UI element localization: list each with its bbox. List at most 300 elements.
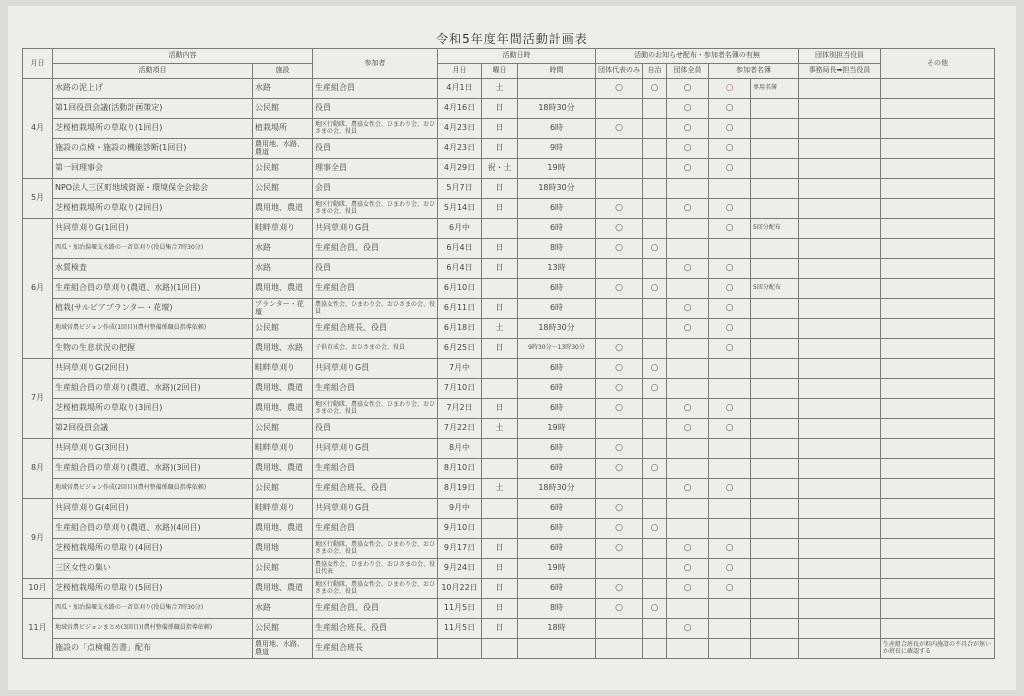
activity-item: 生産組合員の草刈り(農道、水路)(1回目) [53,279,253,299]
roster-note-cell [751,419,799,439]
roster-cell [709,99,751,119]
rep-only-cell [596,339,643,359]
officer-cell [799,319,881,339]
facility-cell: 畦畔草刈り [253,219,313,239]
circle-mark: ○ [615,242,623,253]
activity-item: 芝桜植栽場所の草取り(4回目) [53,539,253,559]
other-cell [881,159,995,179]
circle-mark: ○ [725,162,734,173]
activity-item: 地域営農ビジョンまとめ(3回目)(農村整備係職員指導依頼) [53,619,253,639]
all-members-cell [667,299,709,319]
circle-mark: ○ [725,102,734,113]
time-cell: 19時 [518,159,596,179]
participants-cell: 生産組合班長、役員 [313,479,438,499]
roster-note-cell [751,459,799,479]
circle-mark: ○ [615,442,623,453]
circle-mark: ○ [683,322,692,333]
activity-item: 生産組合員の草刈り(農道、水路)(3回目) [53,459,253,479]
month-cell: 11月 [23,599,53,659]
weekday-cell [482,219,518,239]
rep-only-cell [596,579,643,599]
participants-cell: 理事全員 [313,159,438,179]
circle-mark: ○ [725,262,734,273]
header-rep-only: 団体代表のみ [596,64,643,79]
weekday-cell: 日 [482,539,518,559]
activity-item: 生物の生息状況の把握 [53,339,253,359]
activity-item: 水質検査 [53,259,253,279]
circle-mark: ○ [683,482,692,493]
officer-cell [799,359,881,379]
other-cell [881,539,995,559]
circle-mark: ○ [725,542,734,553]
weekday-cell: 祝・土 [482,159,518,179]
other-cell [881,99,995,119]
facility-cell: 植栽場所 [253,119,313,139]
roster-note-cell [751,379,799,399]
circle-mark: ○ [725,402,734,413]
officer-cell [799,599,881,619]
rep-only-cell [596,319,643,339]
date-cell: 6月11日 [438,299,482,319]
month-cell: 6月 [23,219,53,359]
time-cell: 6時 [518,439,596,459]
all-members-cell [667,239,709,259]
facility-cell: 公民館 [253,479,313,499]
table-row [23,279,995,299]
roster-note-cell [751,179,799,199]
weekday-cell: 土 [482,419,518,439]
officer-cell [799,499,881,519]
date-cell: 5月14日 [438,199,482,219]
rep-only-cell [596,459,643,479]
time-cell: 9時30分～13時30分 [518,339,596,359]
time-cell: 9時 [518,139,596,159]
all-members-cell [667,219,709,239]
facility-cell: 農用地、水路、農道 [253,639,313,659]
officer-cell [799,619,881,639]
header-notice: 活動のお知らせ配布・参加者名簿の有無 [596,49,799,64]
roster-cell [709,259,751,279]
other-cell [881,459,995,479]
rep-only-cell [596,79,643,99]
activity-item: 施設の「点検報告書」配布 [53,639,253,659]
month-cell: 9月 [23,499,53,579]
officer-cell [799,239,881,259]
self-assoc-cell [643,359,667,379]
circle-mark: ○ [650,462,659,473]
circle-mark: ○ [725,482,734,493]
all-members-cell [667,539,709,559]
month-cell: 4月 [23,79,53,179]
date-cell: 6月4日 [438,259,482,279]
time-cell: 6時 [518,499,596,519]
all-members-cell [667,559,709,579]
date-cell: 8月19日 [438,479,482,499]
activity-item: 芝桜植栽場所の草取り(2回目) [53,199,253,219]
roster-cell [709,319,751,339]
time-cell: 8時 [518,599,596,619]
weekday-cell [482,639,518,659]
weekday-cell: 日 [482,399,518,419]
weekday-cell [482,359,518,379]
circle-mark: ○ [725,422,734,433]
date-cell: 9月10日 [438,519,482,539]
participants-cell: 生産組合員 [313,379,438,399]
date-cell: 8月中 [438,439,482,459]
circle-mark: ○ [725,122,734,133]
table-row [23,159,995,179]
weekday-cell: 日 [482,239,518,259]
table-row [23,419,995,439]
officer-cell [799,159,881,179]
participants-cell: 生産組合班長、役員 [313,619,438,639]
date-cell: 5月7日 [438,179,482,199]
circle-mark: ○ [615,222,623,233]
circle-mark: ○ [683,622,692,633]
circle-mark: ○ [650,242,659,253]
date-cell: 7月中 [438,359,482,379]
all-members-cell [667,159,709,179]
other-cell [881,579,995,599]
circle-mark: ○ [683,82,692,93]
weekday-cell: 土 [482,479,518,499]
month-cell: 10月 [23,579,53,599]
participants-cell: 生産組合員 [313,279,438,299]
header-item: 活動項目 [53,64,253,79]
date-cell: 9月中 [438,499,482,519]
facility-cell: 公民館 [253,319,313,339]
date-cell: 9月24日 [438,559,482,579]
roster-cell [709,139,751,159]
other-cell [881,499,995,519]
facility-cell: プランター・花壇 [253,299,313,319]
facility-cell: 公民館 [253,619,313,639]
header-schedule: 活動日時 [438,49,596,64]
activity-item: 芝桜植栽場所の草取り(3回目) [53,399,253,419]
date-cell: 4月16日 [438,99,482,119]
self-assoc-cell [643,619,667,639]
roster-note-cell [751,439,799,459]
circle-mark: ○ [650,382,659,393]
rep-only-cell [596,419,643,439]
table-row [23,339,995,359]
self-assoc-cell [643,159,667,179]
facility-cell: 農用地、農道 [253,519,313,539]
date-cell [438,639,482,659]
officer-cell [799,639,881,659]
roster-note-cell [751,299,799,319]
roster-cell [709,599,751,619]
participants-cell: 共同草刈りG員 [313,499,438,519]
circle-mark: ○ [725,222,734,233]
all-members-cell [667,119,709,139]
roster-note-cell [751,259,799,279]
circle-mark: ○ [683,562,692,573]
participants-cell: 生産組合員、役員 [313,599,438,619]
table-row [23,139,995,159]
facility-cell: 畦畔草刈り [253,359,313,379]
rep-only-cell [596,119,643,139]
officer-cell [799,219,881,239]
time-cell: 18時 [518,619,596,639]
officer-cell [799,479,881,499]
roster-note-cell [751,359,799,379]
roster-note-cell [751,319,799,339]
facility-cell: 農用地、農道 [253,579,313,599]
all-members-cell [667,199,709,219]
participants-cell: 地区行動隊、農協女性会、ひまわり会、おひさまの会、役員 [313,579,438,599]
all-members-cell [667,319,709,339]
circle-mark: ○ [650,362,659,373]
self-assoc-cell [643,459,667,479]
circle-mark: ○ [683,162,692,173]
date-cell: 6月18日 [438,319,482,339]
facility-cell: 農用地、農道 [253,199,313,219]
all-members-cell [667,179,709,199]
weekday-cell: 土 [482,319,518,339]
participants-cell: 地区行動隊、農協女性会、ひまわり会、おひさまの会、役員 [313,199,438,219]
activity-item: 施設の点検・施設の機能診断(1回目) [53,139,253,159]
activity-item: 地域営農ビジョン作成(1回目)(農村整備係職員指導依頼) [53,319,253,339]
rep-only-cell [596,619,643,639]
rep-only-cell [596,239,643,259]
activity-item: 植栽(サルビアプランター・花壇) [53,299,253,319]
date-cell: 9月17日 [438,539,482,559]
other-cell [881,219,995,239]
time-cell: 6時 [518,379,596,399]
time-cell: 8時 [518,239,596,259]
officer-cell [799,539,881,559]
circle-mark: ○ [615,602,623,613]
date-cell: 6月中 [438,219,482,239]
header-time: 時間 [518,64,596,79]
officer-cell [799,199,881,219]
weekday-cell: 日 [482,259,518,279]
weekday-cell: 日 [482,119,518,139]
all-members-cell [667,579,709,599]
self-assoc-cell [643,99,667,119]
roster-cell [709,299,751,319]
circle-mark: ○ [725,302,734,313]
activity-item: 三区女性の集い [53,559,253,579]
other-cell [881,119,995,139]
officer-cell [799,419,881,439]
participants-cell: 地区行動隊、農協女性会、ひまわり会、おひさまの会、役員 [313,399,438,419]
rep-only-cell [596,279,643,299]
time-cell: 6時 [518,459,596,479]
circle-mark: ○ [725,82,734,93]
date-cell: 7月10日 [438,379,482,399]
roster-note-cell [751,199,799,219]
circle-mark: ○ [615,542,623,553]
month-cell: 5月 [23,179,53,219]
other-cell [881,479,995,499]
time-cell: 6時 [518,119,596,139]
date-cell: 6月10日 [438,279,482,299]
circle-mark: ○ [725,562,734,573]
participants-cell: 役員 [313,419,438,439]
self-assoc-cell [643,319,667,339]
circle-mark: ○ [683,102,692,113]
other-cell [881,239,995,259]
other-cell [881,379,995,399]
roster-note-cell [751,119,799,139]
self-assoc-cell [643,599,667,619]
roster-note-cell [751,619,799,639]
table-row [23,479,995,499]
roster-note-cell [751,559,799,579]
other-cell [881,79,995,99]
time-cell: 6時 [518,539,596,559]
all-members-cell [667,399,709,419]
rep-only-cell [596,559,643,579]
all-members-cell [667,339,709,359]
self-assoc-cell [643,579,667,599]
activity-item: 芝桜植栽場所の草取り(5回目) [53,579,253,599]
roster-note-cell [751,139,799,159]
roster-cell [709,159,751,179]
circle-mark: ○ [683,142,692,153]
roster-note-cell: 5回分配布 [751,219,799,239]
weekday-cell [482,519,518,539]
date-cell: 6月4日 [438,239,482,259]
table-row [23,239,995,259]
activity-item: 第1回役員会議(活動計画策定) [53,99,253,119]
self-assoc-cell [643,119,667,139]
time-cell: 13時 [518,259,596,279]
rep-only-cell [596,539,643,559]
circle-mark: ○ [615,202,623,213]
other-cell [881,179,995,199]
other-cell [881,519,995,539]
other-cell [881,299,995,319]
participants-cell: 役員 [313,139,438,159]
all-members-cell [667,259,709,279]
rep-only-cell [596,159,643,179]
officer-cell [799,459,881,479]
facility-cell: 水路 [253,239,313,259]
self-assoc-cell [643,239,667,259]
officer-cell [799,299,881,319]
participants-cell: 農協女性会、ひまわり会、おひさまの会、役員 [313,299,438,319]
all-members-cell [667,419,709,439]
roster-cell [709,239,751,259]
date-cell: 11月5日 [438,619,482,639]
weekday-cell: 土 [482,79,518,99]
other-cell: 生産組合班長が担内施設の不具合が無いか班長に確認する [881,639,995,659]
circle-mark: ○ [683,202,692,213]
rep-only-cell [596,139,643,159]
date-cell: 4月29日 [438,159,482,179]
roster-cell [709,499,751,519]
table-row [23,559,995,579]
weekday-cell: 日 [482,179,518,199]
all-members-cell [667,379,709,399]
table-row [23,199,995,219]
roster-note-cell [751,399,799,419]
self-assoc-cell [643,479,667,499]
header-month: 月日 [23,49,53,79]
circle-mark: ○ [683,542,692,553]
officer-cell [799,259,881,279]
all-members-cell [667,99,709,119]
all-members-cell [667,639,709,659]
participants-cell: 生産組合員、役員 [313,239,438,259]
activity-item: 共同草刈りG(4回目) [53,499,253,519]
circle-mark: ○ [725,282,734,293]
other-cell [881,439,995,459]
circle-mark: ○ [725,202,734,213]
roster-cell [709,579,751,599]
facility-cell: 公民館 [253,99,313,119]
rep-only-cell [596,99,643,119]
self-assoc-cell [643,79,667,99]
officer-cell [799,119,881,139]
facility-cell: 農用地、農道 [253,279,313,299]
time-cell: 6時 [518,399,596,419]
circle-mark: ○ [615,522,623,533]
header-roster: 参加者名簿 [709,64,799,79]
roster-note-cell [751,479,799,499]
circle-mark: ○ [615,342,623,353]
other-cell [881,419,995,439]
self-assoc-cell [643,139,667,159]
rep-only-cell [596,259,643,279]
facility-cell: 農用地、水路、農道 [253,139,313,159]
roster-note-cell [751,599,799,619]
table-row [23,99,995,119]
facility-cell: 農用地、農道 [253,459,313,479]
rep-only-cell [596,479,643,499]
time-cell [518,79,596,99]
participants-cell: 農協女性会、ひまわり会、おひさまの会、役員代表 [313,559,438,579]
activity-item: 共同草刈りG(2回目) [53,359,253,379]
officer-cell [799,79,881,99]
participants-cell: 地区行動隊、農協女性会、ひまわり会、おひさまの会、役員 [313,119,438,139]
self-assoc-cell [643,299,667,319]
date-cell: 7月2日 [438,399,482,419]
roster-cell [709,459,751,479]
month-cell: 7月 [23,359,53,439]
roster-note-cell [751,519,799,539]
header-other: その他 [881,49,995,79]
header-officer: 団体別担当役員 [799,49,881,64]
facility-cell: 農用地、農道 [253,399,313,419]
officer-cell [799,339,881,359]
facility-cell: 水路 [253,259,313,279]
all-members-cell [667,519,709,539]
roster-cell [709,399,751,419]
facility-cell: 畦畔草刈り [253,439,313,459]
circle-mark: ○ [615,582,623,593]
participants-cell: 生産組合員 [313,79,438,99]
activity-item: 第2回役員会議 [53,419,253,439]
weekday-cell [482,499,518,519]
self-assoc-cell [643,419,667,439]
other-cell [881,619,995,639]
officer-cell [799,379,881,399]
activity-item: 地域営農ビジョン作成(2回目)(農村整備係職員指導依頼) [53,479,253,499]
self-assoc-cell [643,559,667,579]
weekday-cell: 日 [482,139,518,159]
roster-cell [709,619,751,639]
roster-cell [709,539,751,559]
activity-item: 西瓜・加治揚堰支水路の一斉草刈り(役員集合7時30分) [53,239,253,259]
weekday-cell [482,379,518,399]
time-cell: 6時 [518,279,596,299]
roster-cell [709,119,751,139]
roster-cell [709,339,751,359]
